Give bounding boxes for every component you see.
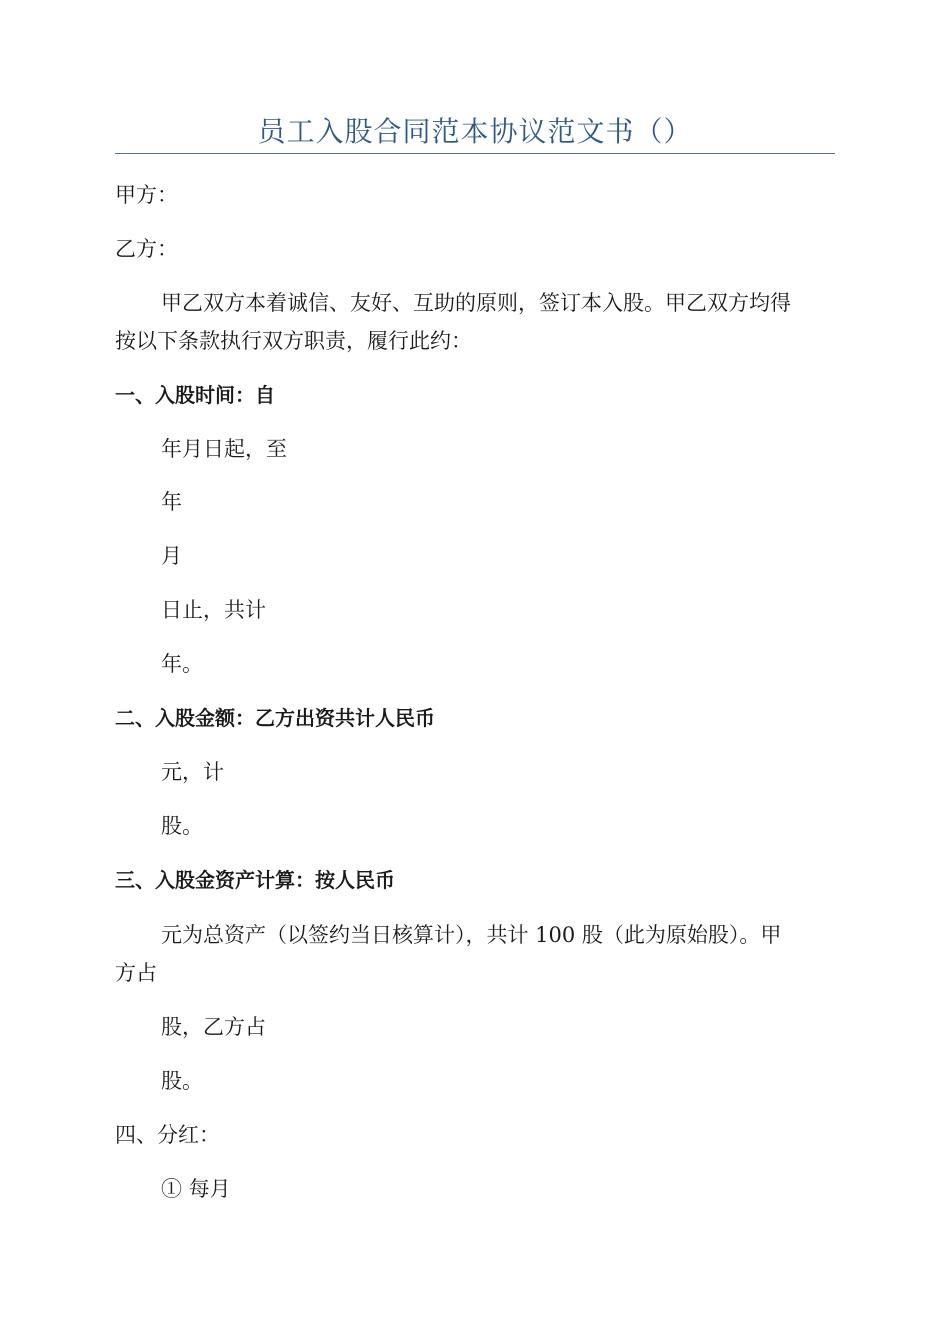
section-1-line-5: 年。	[161, 652, 203, 676]
section-2-line-1: 元，计	[161, 760, 224, 784]
section-1-line-4: 日止，共计	[161, 598, 266, 622]
intro-paragraph-line-1: 甲乙双方本着诚信、友好、互助的原则，签订本入股。甲乙双方均得	[161, 291, 791, 315]
section-1-line-1: 年月日起，至	[161, 437, 287, 461]
section-3-heading: 三、入股金资产计算：按人民币	[115, 868, 395, 892]
section-3-line-4: 股。	[161, 1069, 203, 1093]
section-4-heading: 四、分红：	[115, 1123, 220, 1147]
section-3-line-1: 元为总资产（以签约当日核算计），共计 100 股（此为原始股）。甲	[161, 923, 782, 947]
section-2-line-2: 股。	[161, 814, 203, 838]
document-title: 员工入股合同范本协议范文书（）	[257, 115, 693, 148]
section-3-line-2: 方占	[115, 961, 157, 985]
intro-paragraph-line-2: 按以下条款执行双方职责，履行此约：	[115, 329, 472, 353]
section-3-line-3: 股，乙方占	[161, 1015, 266, 1039]
section-4-line-1: ① 每月	[161, 1177, 231, 1201]
party-a-label: 甲方：	[115, 183, 178, 207]
section-2-heading: 二、入股金额：乙方出资共计人民币	[115, 706, 435, 730]
section-1-line-3: 月	[161, 544, 182, 568]
title-underline	[115, 153, 835, 154]
section-1-heading: 一、入股时间：自	[115, 383, 275, 407]
section-1-line-2: 年	[161, 490, 182, 514]
party-b-label: 乙方：	[115, 237, 178, 261]
